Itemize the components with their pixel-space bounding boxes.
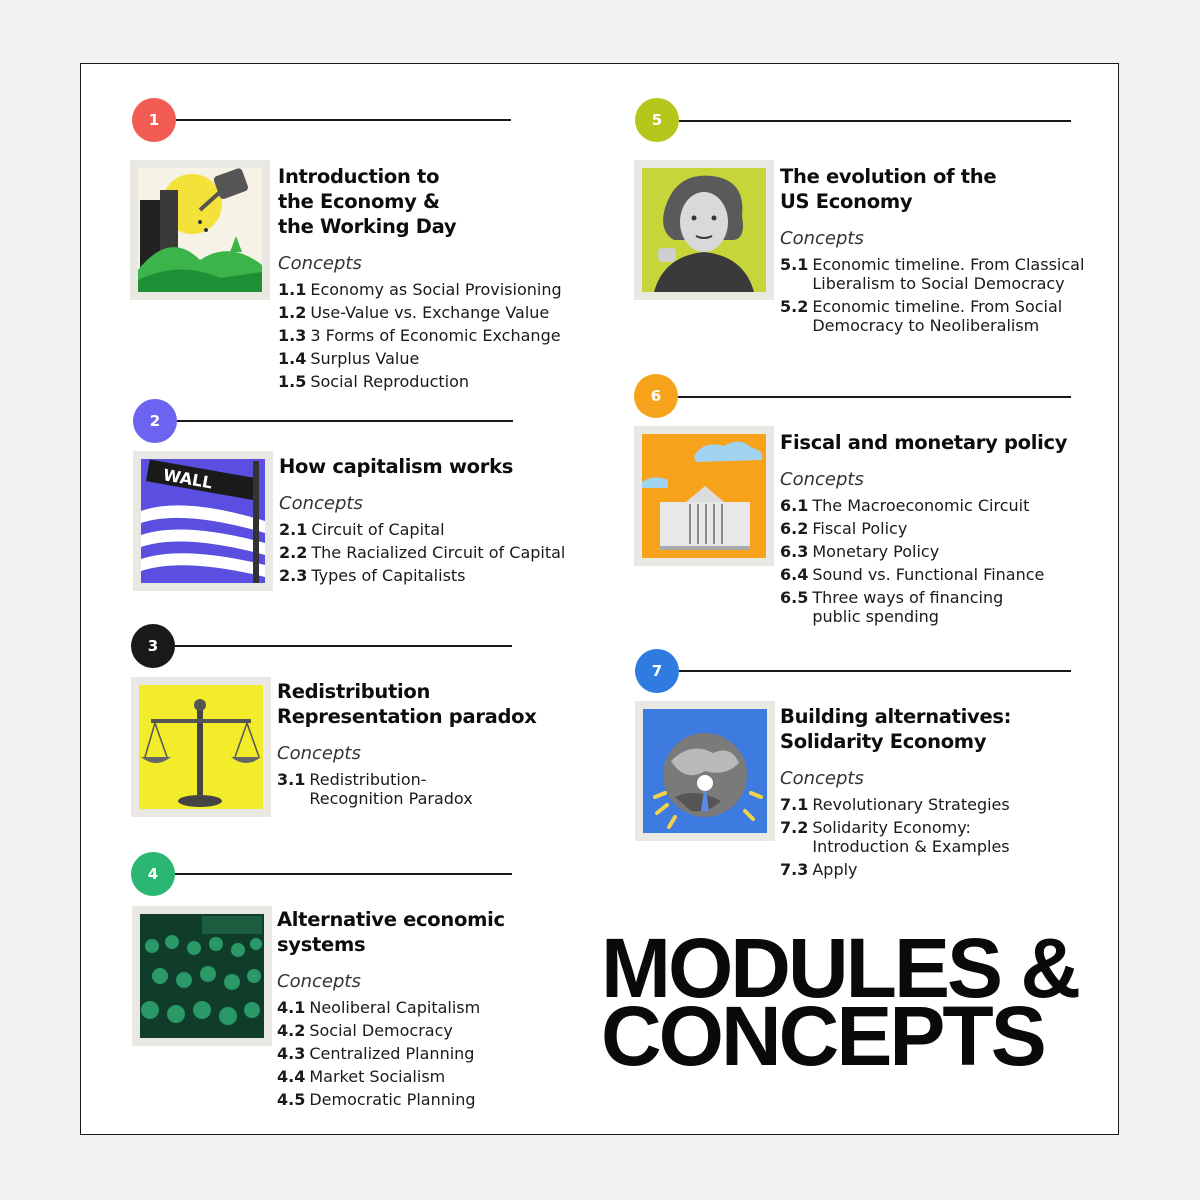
- concept-text: Neoliberal Capitalism: [309, 998, 481, 1017]
- module-body: [279, 454, 589, 589]
- concept-item: [277, 1090, 587, 1109]
- concept-number: 1.4: [278, 349, 307, 368]
- concept-number: 4.1: [277, 998, 306, 1017]
- module-title: Redistribution Representation paradox: [277, 680, 537, 728]
- concept-number: 1.5: [278, 372, 307, 391]
- concept-item: [279, 520, 589, 539]
- module-thumbnail-white-house-image: [634, 426, 774, 566]
- concept-text: Market Socialism: [309, 1067, 446, 1086]
- module-body: [780, 164, 1100, 339]
- module-number-badge: 7: [635, 649, 679, 693]
- concept-text: Solidarity Economy: Introduction & Examples: [812, 818, 1010, 856]
- concept-item: [780, 496, 1100, 515]
- divider-line: [175, 873, 512, 875]
- page-heading: [601, 921, 1078, 1083]
- concept-item: [780, 255, 1100, 293]
- modules-page: [80, 63, 1119, 1135]
- concept-item: [780, 860, 1100, 879]
- concept-text: Monetary Policy: [812, 542, 940, 561]
- concept-number: 6.3: [780, 542, 809, 561]
- concept-number: 7.1: [780, 795, 809, 814]
- concept-text: Circuit of Capital: [311, 520, 445, 539]
- concept-number: 4.4: [277, 1067, 306, 1086]
- module-title: Introduction to the Economy & the Working Day: [278, 165, 457, 238]
- concept-item: [780, 818, 1100, 856]
- concept-item: [277, 1021, 587, 1040]
- concept-text: Economic timeline. From Social Democracy to Neoliberalism: [812, 297, 1063, 335]
- module-thumbnail-economy-image: [130, 160, 270, 300]
- module-number-badge: 4: [131, 852, 175, 896]
- module-number-badge: 1: [132, 98, 176, 142]
- concepts-label: Concepts: [780, 469, 864, 490]
- concepts-label: Concepts: [780, 228, 864, 249]
- divider-line: [176, 119, 511, 121]
- module-body: [780, 430, 1100, 630]
- module-title: Alternative economic systems: [277, 908, 505, 956]
- concept-text: Democratic Planning: [309, 1090, 476, 1109]
- concept-item: [780, 795, 1100, 814]
- concept-text: Economic timeline. From Classical Liberalism to Social Democracy: [812, 255, 1085, 293]
- concept-number: 7.3: [780, 860, 809, 879]
- concept-item: [780, 565, 1100, 584]
- concept-number: 1.1: [278, 280, 307, 299]
- concept-text: Centralized Planning: [309, 1044, 475, 1063]
- concept-number: 4.5: [277, 1090, 306, 1109]
- module-body: [277, 679, 587, 812]
- module-title: The evolution of the US Economy: [780, 165, 997, 213]
- concept-text: 3 Forms of Economic Exchange: [310, 326, 561, 345]
- concept-text: Three ways of financing public spending: [812, 588, 1004, 626]
- concept-item: [279, 566, 589, 585]
- module-body: [278, 164, 578, 395]
- concept-number: 6.2: [780, 519, 809, 538]
- concept-number: 6.4: [780, 565, 809, 584]
- concept-item: [277, 770, 587, 808]
- module-title: Fiscal and monetary policy: [780, 431, 1068, 454]
- concept-number: 2.1: [279, 520, 308, 539]
- module-body: [277, 907, 587, 1113]
- concept-item: [278, 303, 578, 322]
- concept-item: [277, 1067, 587, 1086]
- concept-item: [278, 372, 578, 391]
- divider-line: [177, 420, 513, 422]
- concept-text: Surplus Value: [310, 349, 420, 368]
- module-number-badge: 5: [635, 98, 679, 142]
- concept-text: Types of Capitalists: [311, 566, 466, 585]
- concept-text: Use-Value vs. Exchange Value: [310, 303, 550, 322]
- concept-number: 5.1: [780, 255, 809, 274]
- module-title: How capitalism works: [279, 455, 514, 478]
- module-number-badge: 2: [133, 399, 177, 443]
- page-heading-line-1: MODULES &: [601, 921, 1078, 1015]
- concept-item: [780, 297, 1100, 335]
- concept-item: [277, 998, 587, 1017]
- divider-line: [175, 645, 512, 647]
- concept-item: [780, 519, 1100, 538]
- concept-text: Social Reproduction: [310, 372, 470, 391]
- concept-item: [278, 326, 578, 345]
- module-thumbnail-globe-image: [635, 701, 775, 841]
- concept-item: [780, 588, 1100, 626]
- concept-text: The Macroeconomic Circuit: [812, 496, 1030, 515]
- module-thumbnail-crowd-image: [132, 906, 272, 1046]
- module-thumbnail-scales-image: [131, 677, 271, 817]
- concept-number: 1.3: [278, 326, 307, 345]
- concept-number: 6.5: [780, 588, 809, 607]
- concept-text: Social Democracy: [309, 1021, 453, 1040]
- concept-item: [277, 1044, 587, 1063]
- concept-number: 5.2: [780, 297, 809, 316]
- concept-item: [279, 543, 589, 562]
- concepts-label: Concepts: [278, 253, 362, 274]
- concept-number: 3.1: [277, 770, 306, 789]
- concepts-label: Concepts: [780, 768, 864, 789]
- concept-number: 4.2: [277, 1021, 306, 1040]
- concept-text: The Racialized Circuit of Capital: [311, 543, 566, 562]
- concept-item: [780, 542, 1100, 561]
- concept-number: 6.1: [780, 496, 809, 515]
- concept-item: [278, 349, 578, 368]
- concepts-label: Concepts: [277, 743, 361, 764]
- concept-number: 1.2: [278, 303, 307, 322]
- module-number-badge: 6: [634, 374, 678, 418]
- concept-text: Fiscal Policy: [812, 519, 908, 538]
- module-thumbnail-portrait-image: [634, 160, 774, 300]
- concept-item: [278, 280, 578, 299]
- concepts-label: Concepts: [279, 493, 363, 514]
- concept-number: 4.3: [277, 1044, 306, 1063]
- concept-text: Apply: [812, 860, 858, 879]
- module-body: [780, 704, 1100, 883]
- page-heading-line-2: CONCEPTS: [601, 989, 1044, 1083]
- concept-number: 2.3: [279, 566, 308, 585]
- svg-text:WALL: WALL: [161, 465, 214, 493]
- concept-number: 2.2: [279, 543, 308, 562]
- concept-text: Redistribution- Recognition Paradox: [309, 770, 473, 808]
- module-number-badge: 3: [131, 624, 175, 668]
- module-title: Building alternatives: Solidarity Economy: [780, 705, 1012, 753]
- concept-number: 7.2: [780, 818, 809, 837]
- divider-line: [679, 120, 1071, 122]
- concept-text: Revolutionary Strategies: [812, 795, 1010, 814]
- concepts-label: Concepts: [277, 971, 361, 992]
- module-thumbnail-wall-street-image: [133, 451, 273, 591]
- concept-text: Economy as Social Provisioning: [310, 280, 562, 299]
- divider-line: [679, 670, 1071, 672]
- concept-text: Sound vs. Functional Finance: [812, 565, 1045, 584]
- divider-line: [678, 396, 1071, 398]
